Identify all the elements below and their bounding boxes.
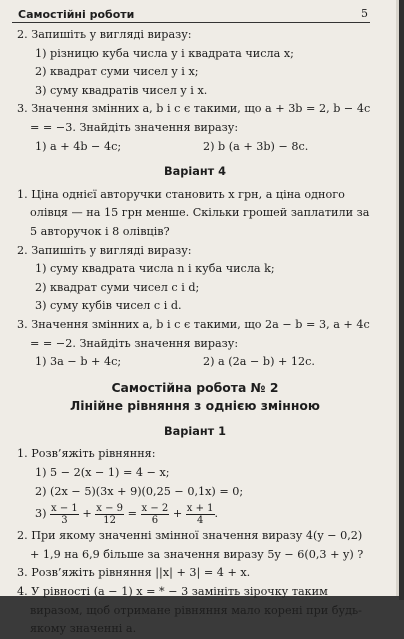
operator: = <box>127 507 137 521</box>
task-line: 2. Запишіть у вигляді виразу: <box>17 243 192 257</box>
task: 1. Розв’яжіть рівняння: <box>17 447 156 461</box>
numerator: x − 9 <box>96 502 124 514</box>
operator: + <box>82 507 92 521</box>
variant-heading: Варіант 4 <box>164 165 226 179</box>
expression-row <box>17 353 373 372</box>
task-line: 2. Запишіть у вигляді виразу: <box>17 28 192 41</box>
task-line: 2) квадрат суми чисел y і x; <box>35 65 199 79</box>
task-line: 1) суму квадрата числа n і куба числа k; <box>35 262 275 276</box>
numerator: x + 1 <box>186 502 214 514</box>
work-subtitle: Лінійне рівняння з однією змінною <box>70 398 320 414</box>
task-line: 3) суму кубів чисел c і d. <box>35 299 182 313</box>
expression-2: 2) a (2a − b) + 12c. <box>203 355 315 369</box>
denominator: 3 <box>61 514 68 526</box>
variant-heading: Варіант 1 <box>164 424 226 438</box>
page-content <box>17 26 373 639</box>
work-title: Самостійна робота № 2 <box>111 379 279 395</box>
page-header <box>12 6 370 23</box>
expression-1: 1) 3a − b + 4c; <box>35 355 122 369</box>
variant4-tasks <box>17 186 373 353</box>
denominator: 6 <box>151 514 159 526</box>
variant1-tasks <box>17 445 373 638</box>
fraction <box>50 503 79 526</box>
fraction <box>141 503 170 526</box>
task-line: 3. Значення змінних a, b і c є такими, що 2a − b = 3, a + 4c = = −2. Знайдіть значення виразу: <box>17 317 370 350</box>
task-line: 3. Значення змінних a, b і c є такими, що a + 3b = 2, b − 4c = = −3. Знайдіть значення виразу: <box>17 102 371 134</box>
running-title: Самостійні роботи <box>18 8 135 21</box>
operator: + <box>172 507 183 521</box>
denominator: 12 <box>103 514 117 526</box>
equation-label: 3) <box>35 507 47 521</box>
task: 3. Розв’яжіть рівняння ||x| + 3| = 4 + x. <box>17 566 251 580</box>
expression-row <box>17 138 373 157</box>
task-line: 1) різницю куба числа y і квадрата числа x; <box>35 46 294 60</box>
numerator: x − 2 <box>141 502 169 514</box>
expression-1: 1) a + 4b − 4c; <box>35 139 122 153</box>
variant3-tasks <box>17 26 373 138</box>
equation: 1) 5 − 2(x − 1) = 4 − x; <box>35 466 170 480</box>
equation-end: . <box>214 507 219 521</box>
fraction <box>95 503 124 526</box>
fraction <box>186 503 215 526</box>
denominator: 4 <box>196 514 204 526</box>
page-number: 5 <box>361 7 368 20</box>
numerator: x − 1 <box>51 502 78 514</box>
task-line: 3) суму квадратів чисел y і x. <box>35 83 208 97</box>
task-line: 1. Ціна однієї авторучки становить x грн, а ціна одного олівця — на 15 грн менше. Скільки грошей заплатили за 5 авторучок і 8 олівців? <box>17 187 370 238</box>
task: 4. У рівності (a − 1) x = * − 3 замініть зірочку таким виразом, щоб отримане рівняння мало корені при будь-якому значенні a. <box>17 585 362 636</box>
task: 2. При якому значенні змінної значення виразу 4(y − 0,2) + 1,9 на 6,9 більше за значення виразу 5y − 6(0,3 + y) ? <box>17 529 364 561</box>
task-line: 2) квадрат суми чисел c і d; <box>35 280 200 294</box>
expression-2: 2) b (a + 3b) − 8c. <box>203 139 309 153</box>
fraction-equation <box>17 501 373 527</box>
equation: 2) (2x − 5)(3x + 9)(0,25 − 0,1x) = 0; <box>35 484 244 498</box>
book-spine-edge <box>399 0 404 600</box>
